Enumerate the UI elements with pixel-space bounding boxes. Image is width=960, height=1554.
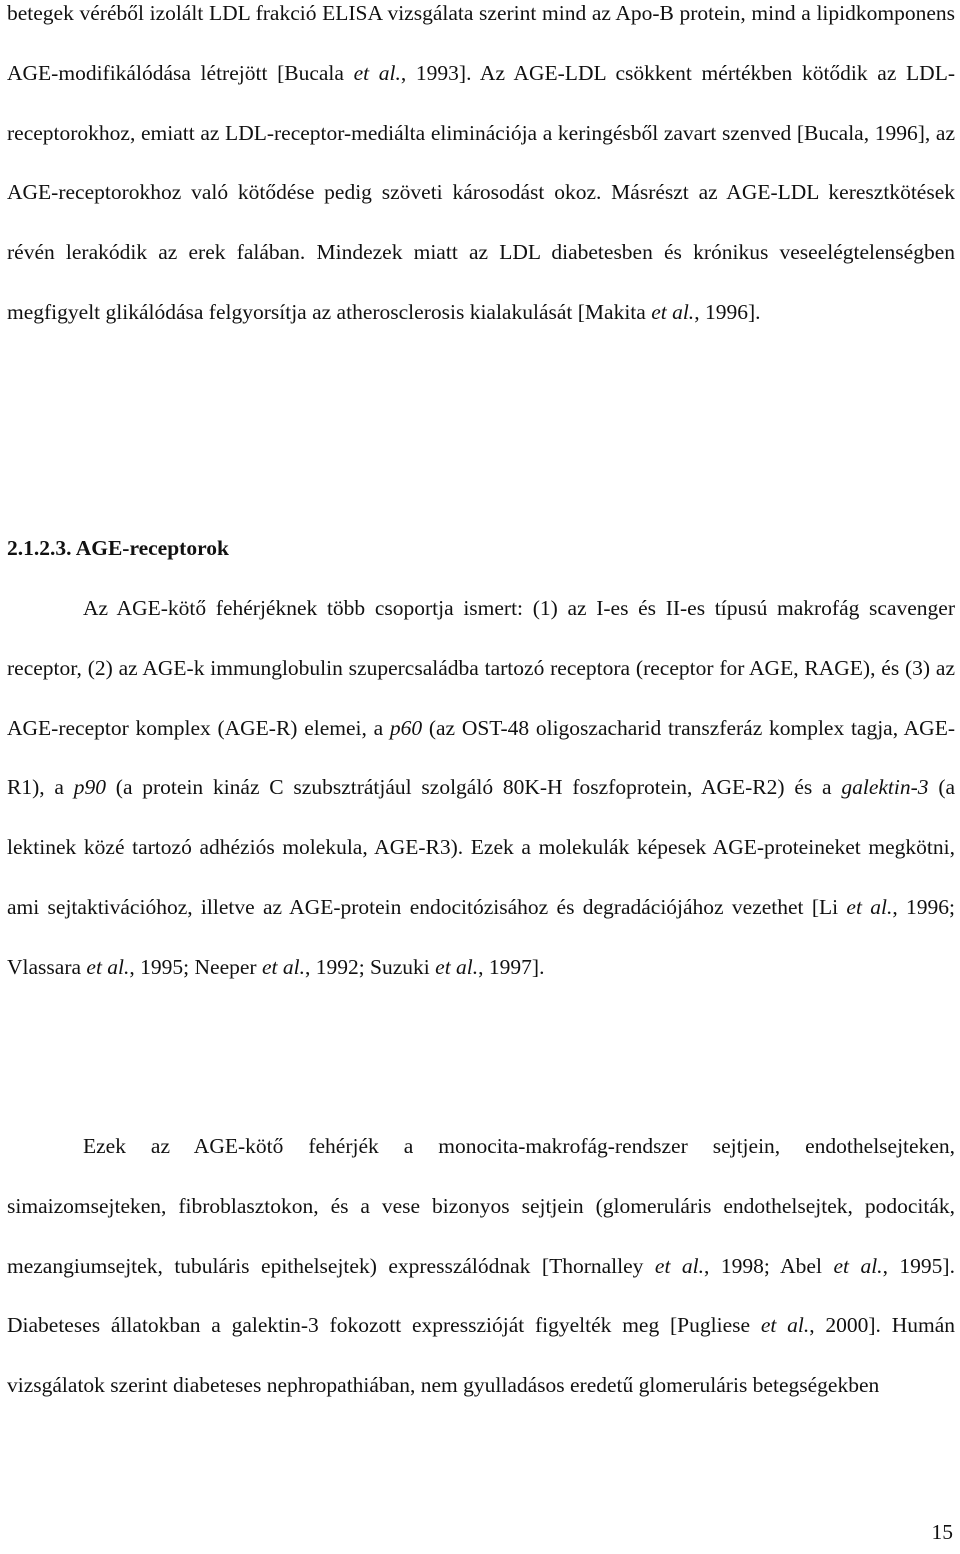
- text-run: , 1995]. Diabeteses állatokban a galektin-3 fokozott expresszióját figyelték meg [Pugliese: [7, 1253, 955, 1338]
- text-run: , 1998; Abel: [704, 1253, 834, 1278]
- text-run: Ezek az AGE-kötő fehérjék a monocita-makrofág-rendszer sejtjein, endothelsejteken, simaizomsejteken, fibroblasztokon, és a vese bizonyos sejtjein (glomeruláris endothelsejtek, podociták, mezangiumsejtek, tubuláris epithelsejtek) expresszálódnak [Thornalley: [7, 1134, 955, 1278]
- text-run: , 1993]. Az AGE-LDL csökkent mértékben kötődik az LDL-receptorokhoz, emiatt az LDL-receptor-mediálta eliminációja a keringésből zavart szenved [Bucala, 1996], az AGE-receptorokhoz való kötődése pedig szöveti károsodást okoz. Másrészt az AGE-LDL keresztkötések révén lerakódik az erek falában. Mindezek miatt az LDL diabetesben és krónikus veseelégtelenségben megfigyelt glikálódása felgyorsítja az atherosclerosis kialakulását [Makita: [7, 60, 955, 324]
- text-run: Az AGE-kötő fehérjéknek több csoportja ismert: (1) az I-es és II-es típusú makrofág scavenger receptor, (2) az AGE-k immunglobulin szupercsaládba tartozó receptora (receptor for AGE, RAGE), és (3) az AGE-receptor komplex (AGE-R) elemei, a: [7, 596, 955, 740]
- term-p90: p90: [73, 775, 106, 800]
- page-number: 15: [931, 1520, 953, 1544]
- text-run: (a lektinek közé tartozó adhéziós molekula, AGE-R3). Ezek a molekulák képesek AGE-proteineket megkötni, ami sejtaktivációhoz, illetve az AGE-protein endocitózisához és degradációjához vezethet [Li: [7, 775, 956, 919]
- text-run: betegek véréből izolált LDL frakció ELISA vizsgálata szerint mind az Apo-B protein, mind a lipidkomponens AGE-modifikálódása létrejött [Bucala: [7, 1, 955, 85]
- citation-et-al: et al.: [435, 954, 479, 979]
- text-run: , 1996; Vlassara: [7, 894, 955, 979]
- citation-et-al: et al.: [846, 894, 893, 919]
- citation-et-al: et al.: [261, 954, 305, 979]
- term-galektin-3: galektin-3: [841, 775, 929, 800]
- paragraph-ldl-glycation: [7, 0, 955, 343]
- citation-et-al: et al.: [833, 1253, 883, 1278]
- paragraph-receptor-expression: [7, 1117, 955, 1416]
- section-heading: 2.1.2.3. AGE-receptorok: [7, 536, 229, 560]
- text-run: (az OST-48 oligoszacharid transzferáz komplex tagja, AGE-R1), a: [7, 715, 955, 800]
- citation-et-al: et al.: [353, 60, 401, 85]
- text-run: , 1992; Suzuki: [304, 954, 436, 979]
- citation-et-al: et al.: [760, 1313, 810, 1338]
- paragraph-age-receptors: [7, 579, 955, 998]
- citation-et-al: et al.: [654, 1253, 705, 1278]
- text-run: , 1995; Neeper: [129, 954, 262, 979]
- text-run: , 1996].: [694, 299, 761, 324]
- citation-et-al: et al.: [86, 954, 130, 979]
- citation-et-al: et al.: [651, 299, 695, 324]
- text-run: , 1997].: [478, 954, 545, 979]
- text-run: (a protein kináz C szubsztrátjául szolgáló 80K-H foszfoprotein, AGE-R2) és a: [106, 775, 842, 800]
- text-run: , 2000]. Humán vizsgálatok szerint diabeteses nephropathiában, nem gyulladásos eredetű glomeruláris betegségekben: [7, 1313, 955, 1398]
- term-p60: p60: [389, 715, 423, 740]
